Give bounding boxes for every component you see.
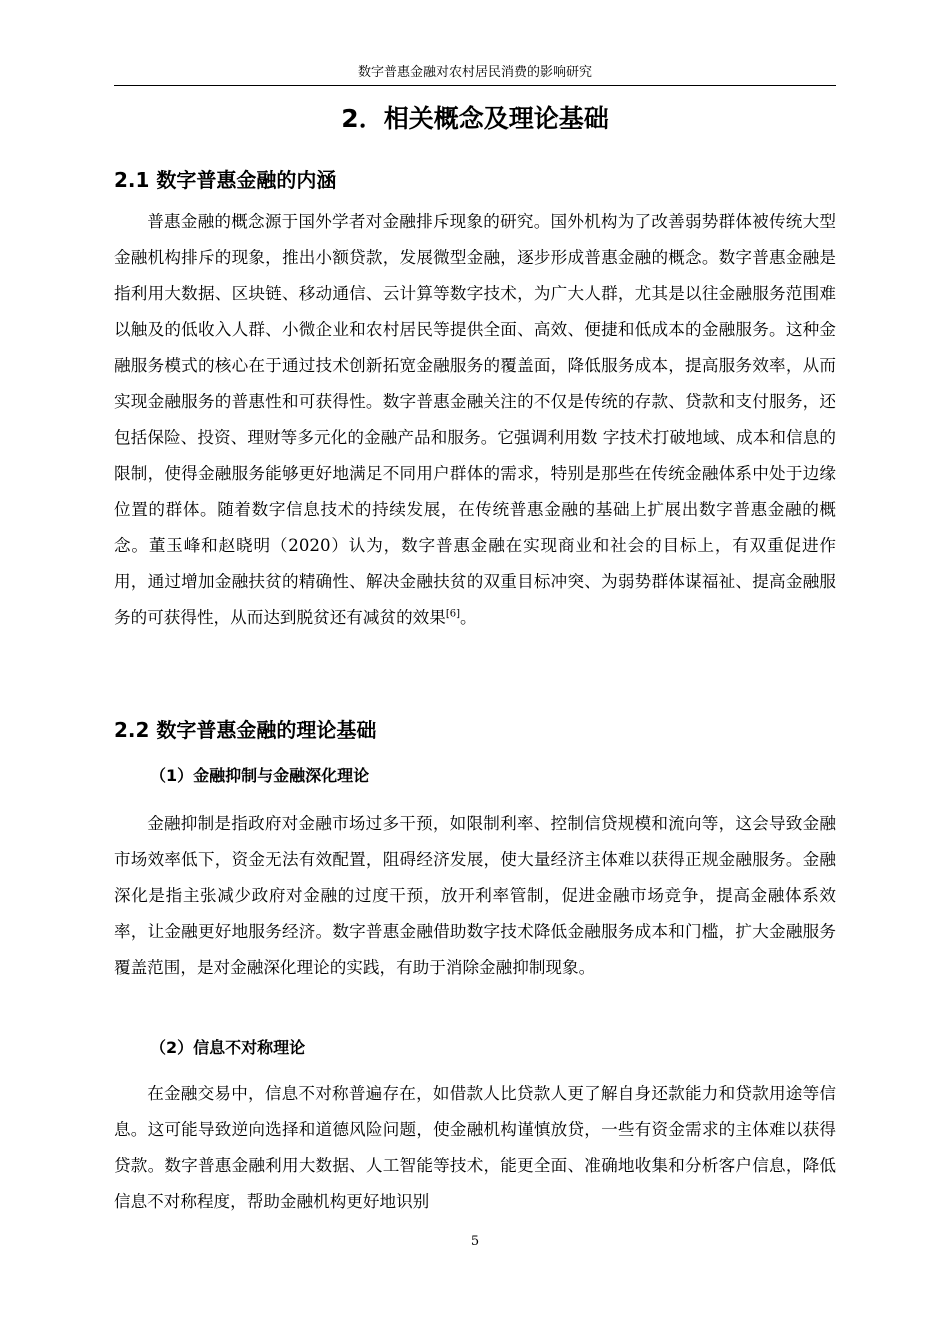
paragraph-2-1-end: 。 — [460, 608, 477, 627]
page-number: 5 — [470, 1234, 480, 1249]
header-rule — [114, 85, 836, 86]
paragraph-2-2-2: 在金融交易中，信息不对称普遍存在，如借款人比贷款人更了解自身还款能力和贷款用途等信息。这可能导致逆向选择和道德风险问题，使金融机构谨慎放贷，一些有资金需求的主体难以获得贷款。数字普惠金融利用大数据、人工智能等技术，能更全面、准确地收集和分析客户信息，降低信息不对称程度，帮助金融机构更好地识别 — [114, 1084, 836, 1211]
paragraph-2-1-text: 普惠金融的概念源于国外学者对金融排斥现象的研究。国外机构为了改善弱势群体被传统大型金融机构排斥的现象，推出小额贷款，发展微型金融，逐步形成普惠金融的概念。数字普惠金融是指利用大数据、区块链、移动通信、云计算等数字技术，为广大人群，尤其是以往金融服务范围难以触及的低收入人群、小微企业和农村居民等提供全面、高效、便捷和低成本的金融服务。这种金融服务模式的核心在于通过技术创新拓宽金融服务的覆盖面，降低服务成本，提高服务效率，从而实现金融服务的普惠性和可获得性。数字普惠金融关注的不仅是传统的存款、贷款和支付服务，还包括保险、投资、理财等多元化的金融产品和服务。它强调利用数 字技术打破地域、成本和信息的限制，使得金融服务能够更好地满足不同用户群体的需求，特别是那些在传统金融体系中处于边缘位置的群体。随着数字信息技术的持续发展，在传统普惠金融的基础上扩展出数字普惠金融的概念。董玉峰和赵晓明（2020）认为，数字普惠金融在实现商业和社会的目标上，有双重促进作用，通过增加金融扶贫的精确性、解决金融扶贫的双重目标冲突、为弱势群体谋福祉、提高金融服务的可获得性，从而达到脱贫还有减贫的效果 — [114, 212, 836, 627]
chapter-title: 2．相关概念及理论基础 — [341, 104, 609, 133]
section-heading-2-1: 2.1 数字普惠金融的内涵 — [114, 168, 337, 192]
section-heading-2-2: 2.2 数字普惠金融的理论基础 — [114, 718, 377, 742]
paragraph-2-1 — [114, 204, 836, 636]
running-header: 数字普惠金融对农村居民消费的影响研究 — [357, 65, 592, 80]
paragraph-2-2-1: 金融抑制是指政府对金融市场过多干预，如限制利率、控制信贷规模和流向等，这会导致金融市场效率低下，资金无法有效配置，阻碍经济发展，使大量经济主体难以获得正规金融服务。金融深化是指主张减少政府对金融的过度干预，放开利率管制，促进金融市场竞争，提高金融体系效率，让金融更好地服务经济。数字普惠金融借助数字技术降低金融服务成本和门槛，扩大金融服务覆盖范围，是对金融深化理论的实践，有助于消除金融抑制现象。 — [114, 814, 836, 977]
sub-heading-2: （2）信息不对称理论 — [150, 1038, 306, 1057]
sub-heading-1: （1）金融抑制与金融深化理论 — [150, 766, 370, 785]
citation-ref[interactable]: [6] — [445, 608, 461, 620]
